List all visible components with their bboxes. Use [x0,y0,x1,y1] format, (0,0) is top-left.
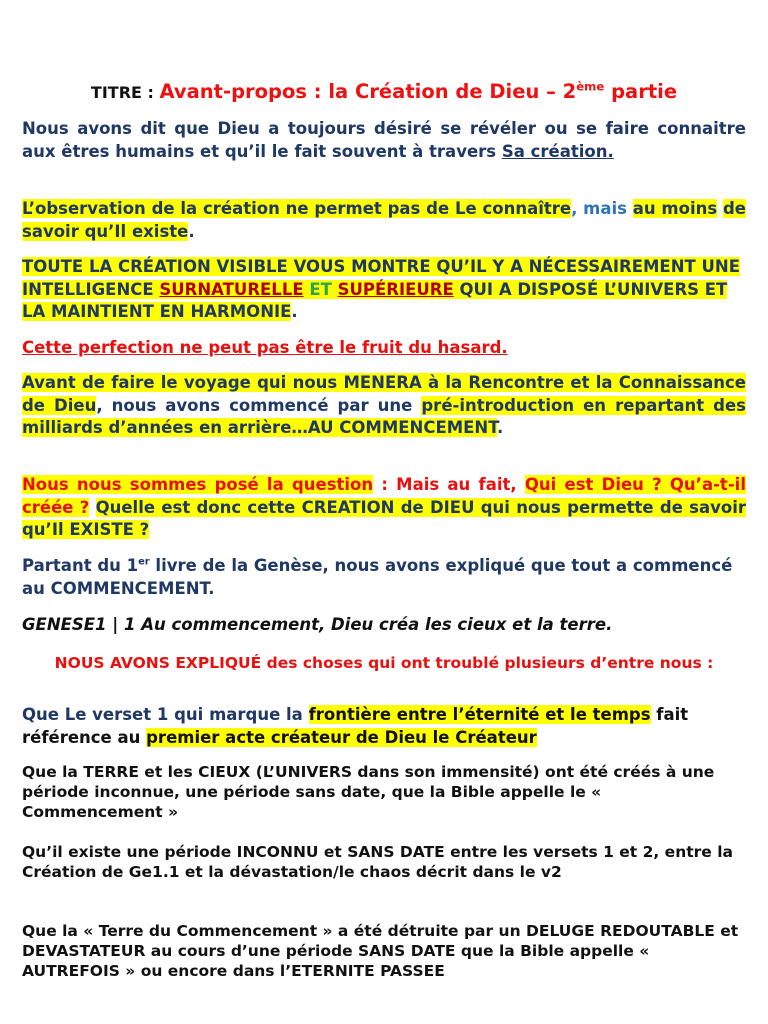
verset-1-text: Que Le verset 1 qui marque la [22,705,309,724]
voyage-text: , nous avons commencé par une [96,395,422,415]
observation-highlight: L’observation de la création ne permet pas de Le connaître [22,199,572,218]
paragraph-genese [22,555,746,600]
surnaturelle-word: SURNATURELLE [159,279,304,299]
paragraph-deluge: Que la « Terre du Commencement » a été détruite par un DELUGE REDOUTABLE et DEVASTATEUR au cours d’une période SANS DATE que la Bible appelle « AUTREFOIS » ou encore dans l’ETERNITE PASSEE [22,922,739,980]
verset-1-reference: fait référence au [22,705,689,747]
observation-mais: , mais [571,199,633,218]
et-word: ET [303,279,338,299]
paragraph-intro [22,118,746,163]
paragraph-periode-inconnu: Qu’il existe une période INCONNU et SANS DATE entre les versets 1 et 2, entre la Création de Ge1.1 et la dévastation/le chaos décrit dans le v2 [22,843,733,881]
paragraph-observation [22,198,746,243]
sa-creation-link[interactable]: Sa création. [501,141,614,161]
title-text [160,80,678,103]
genese-text-start: Partant du 1 [22,556,139,575]
genese-text-end: livre de la Genèse, nous avons expliqué que tout a commencé au COMMENCEMENT. [22,556,733,598]
paragraph-creation-visible [22,256,746,324]
paragraph-voyage [22,372,746,440]
title-superscript: ème [576,79,605,94]
creation-visible-period: . [291,302,298,321]
verse-genese-1-1: GENESE1 | 1 Au commencement, Dieu créa les cieux et la terre. [22,615,613,634]
frontiere-highlight: frontière entre l’éternité et le temps [308,705,651,724]
observation-au-moins: au moins [632,199,718,218]
observation-savoir: de savoir qu’Il existe [22,199,747,241]
voyage-highlight: Avant de faire le voyage qui nous MENERA à la Rencontre et la Connaissance de Dieu [22,373,746,415]
creation-visible-highlight: TOUTE LA CRÉATION VISIBLE VOUS MONTRE QU’IL Y A NÉCESSAIREMENT UNE INTELLIGENCE [22,257,740,299]
question-mais: : Mais au fait, [373,475,525,494]
paragraph-intro-text: Nous avons dit que Dieu a toujours désiré se révéler ou se faire connaitre aux êtres humains et qu’il le fait souvent à travers [22,119,746,161]
superieure-word: SUPÉRIEURE [337,279,454,299]
voyage-period: . [496,418,504,437]
observation-period: . [188,221,195,241]
premier-acte-highlight: premier acte créateur de Dieu le Créateur [146,727,537,747]
title-label: TITRE : [90,83,154,102]
title-main-before: Avant-propos : la Création de Dieu – 2 [159,80,577,103]
paragraph-verset-1 [22,704,746,749]
paragraph-explique: NOUS AVONS EXPLIQUÉ des choses qui ont troublé plusieurs d’entre nous : [54,654,714,672]
genese-superscript: er [138,556,150,568]
question-highlight: Nous nous sommes posé la question [22,475,374,494]
quelle-creation-highlight: Quelle est donc cette CREATION de DIEU qui nous permette de savoir qu’Il EXISTE ? [22,497,746,539]
title-main-after: partie [604,80,678,103]
question-space [89,498,95,517]
qui-est-dieu-highlight: Qui est Dieu ? Qu’a-t-il créée ? [22,475,746,517]
page-title [0,80,768,103]
pre-introduction-highlight: pré-introduction en repartant des milliards d’années en arrière…AU COMMENCEMENT [22,395,746,437]
harmonie-highlight: QUI A DISPOSÉ L’UNIVERS ET LA MAINTIENT EN HARMONIE [22,279,728,321]
paragraph-question [22,474,746,542]
paragraph-perfection: Cette perfection ne peut pas être le fruit du hasard. [22,338,508,357]
paragraph-terre-cieux: Que la TERRE et les CIEUX (L’UNIVERS dans son immensité) ont été créés à une période inconnue, une période sans date, que la Bible appelle le « Commencement » [22,763,715,821]
